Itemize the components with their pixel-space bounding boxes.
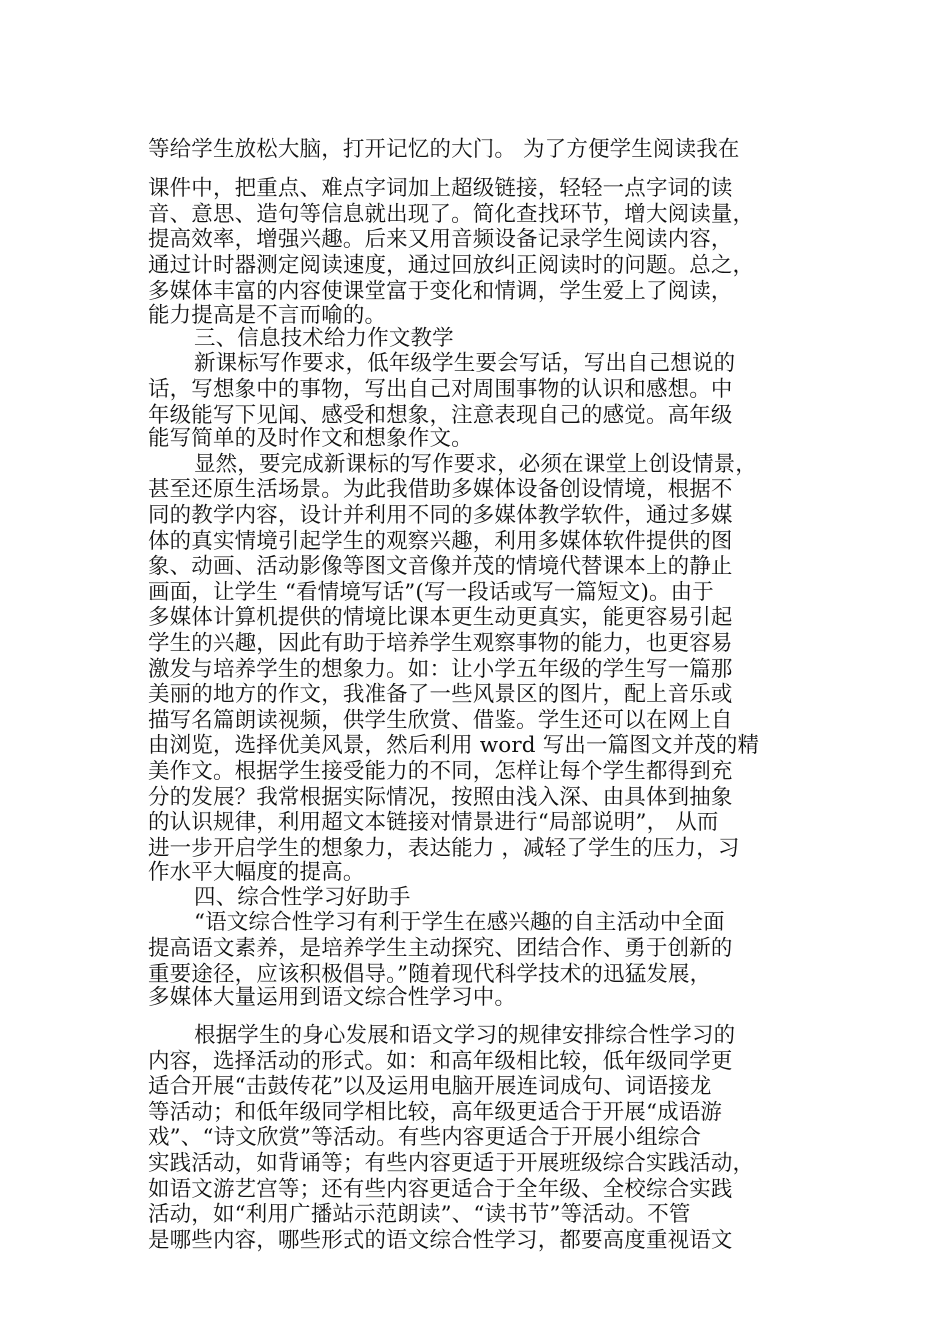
text-line: 画面，让学生 “看情境写话”(写一段话或写一篇短文)。由于 [148, 580, 714, 605]
text-line: 提高效率，增强兴趣。后来又用音频设备记录学生阅读内容， [148, 227, 733, 252]
text-line: 能力提高是不言而喻的。 [148, 303, 387, 328]
text-line: 同的教学内容，设计并利用不同的多媒体教学软件，通过多媒 [148, 503, 733, 528]
text-line: 等活动；和低年级同学相比较，高年级更适合于开展“成语游 [148, 1100, 723, 1125]
text-line: 年级能写下见闻、感受和想象，注意表现自己的感觉。高年级 [148, 403, 733, 428]
text-line: 分的发展？我常根据实际情况，按照由浅入深、由具体到抽象 [148, 785, 733, 810]
text-line: 美作文。根据学生接受能力的不同，怎样让每个学生都得到充 [148, 759, 733, 784]
text-line: 显然，要完成新课标的写作要求，必须在课堂上创设情景， [194, 452, 757, 477]
text-line: 内容，选择活动的形式。如：和高年级相比较，低年级同学更 [148, 1049, 733, 1074]
text-line: 适合开展“击鼓传花”以及运用电脑开展连词成句、词语接龙 [148, 1074, 712, 1099]
text-line: 通过计时器测定阅读速度，通过回放纠正阅读时的问题。总之， [148, 253, 755, 278]
text-line: 多媒体丰富的内容使课堂富于变化和情调，学生爱上了阅读， [148, 279, 733, 304]
text-line: 甚至还原生活场景。为此我借助多媒体设备创设情境，根据不 [148, 477, 733, 502]
text-line: 由浏览，选择优美风景，然后利用 word 写出一篇图文并茂的精 [148, 733, 760, 758]
text-line: 多媒体计算机提供的情境比课本更生动更真实，能更容易引起 [148, 605, 733, 630]
text-line: 实践活动，如背诵等；有些内容更适于开展班级综合实践活动， [148, 1151, 755, 1176]
section-heading: 四、综合性学习好助手 [194, 885, 411, 910]
text-line: 等给学生放松大脑，打开记忆的大门。 为了方便学生阅读我在 [148, 137, 740, 162]
text-line: 能写简单的及时作文和想象作文。 [148, 426, 473, 451]
text-line: 课件中，把重点、难点字词加上超级链接，轻轻一点字词的读 [148, 176, 733, 201]
text-line: 体的真实情境引起学生的观察兴趣，利用多媒体软件提供的图 [148, 529, 733, 554]
text-line: 学生的兴趣，因此有助于培养学生观察事物的能力，也更容易 [148, 631, 733, 656]
text-line: 话，写想象中的事物，写出自己对周围事物的认识和感想。中 [148, 377, 733, 402]
text-line: 根据学生的身心发展和语文学习的规律安排综合性学习的 [194, 1023, 736, 1048]
section-heading: 三、信息技术给力作文教学 [194, 326, 454, 351]
text-line: 进一步开启学生的想象力，表达能力 ，减轻了学生的压力，习 [148, 836, 740, 861]
text-line: 作水平大幅度的提高。 [148, 860, 365, 885]
text-line: 的认识规律，利用超文本链接对情景进行“局部说明”， 从而 [148, 810, 719, 835]
text-line: 描写名篇朗读视频，供学生欣赏、借鉴。学生还可以在网上自 [148, 708, 733, 733]
text-line: 新课标写作要求，低年级学生要会写话，写出自己想说的 [194, 351, 736, 376]
text-line: 多媒体大量运用到语文综合性学习中。 [148, 985, 517, 1010]
text-line: 音、意思、造句等信息就出现了。简化查找环节，增大阅读量， [148, 202, 755, 227]
text-line: 象、动画、活动影像等图文音像并茂的情境代替课本上的静止 [148, 554, 733, 579]
text-line: 提高语文素养，是培养学生主动探究、团结合作、勇于创新的 [148, 936, 733, 961]
text-line: 如语文游艺宫等；还有些内容更适合于全年级、全校综合实践 [148, 1177, 733, 1202]
text-line: 是哪些内容，哪些形式的语文综合性学习，都要高度重视语文 [148, 1228, 733, 1253]
text-line: 活动，如“利用广播站示范朗读”、“读书节”等活动。不管 [148, 1202, 691, 1227]
text-line: 戏”、“诗文欣赏”等活动。有些内容更适合于开展小组综合 [148, 1125, 702, 1150]
text-line: 美丽的地方的作文，我准备了一些风景区的图片，配上音乐或 [148, 682, 733, 707]
text-line: 重要途径，应该积极倡导。”随着现代科学技术的迅猛发展， [148, 962, 712, 987]
text-line: 激发与培养学生的想象力。如：让小学五年级的学生写一篇那 [148, 657, 733, 682]
text-line: “语文综合性学习有利于学生在感兴趣的自主活动中全面 [194, 910, 725, 935]
